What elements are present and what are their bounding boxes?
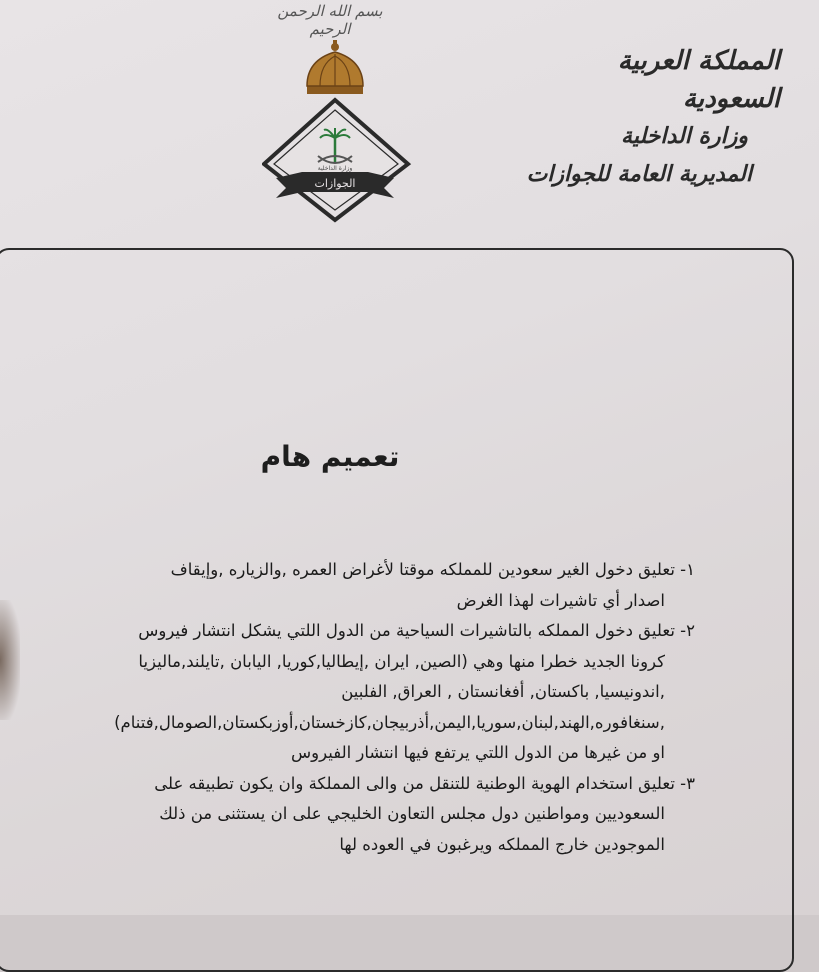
crown-icon <box>307 40 363 94</box>
kingdom-name: المملكة العربية السعودية <box>617 46 780 114</box>
bismillah-header: بسم الله الرحمن الرحيم <box>277 2 383 38</box>
emblem-banner-text: الجوازات <box>314 177 356 190</box>
circular-body <box>55 555 695 875</box>
body-line: السعوديين ومواطنين دول مجلس التعاون الخليجي على ان يستثنى من ذلك <box>159 804 665 823</box>
ministry-name: وزارة الداخلية <box>621 123 748 149</box>
body-line: ,سنغافوره,الهند,لبنان,سوريا,اليمن,أذربيجان,كازخستان,أوزبكستان,الصومال,فتنام) <box>114 712 665 732</box>
body-line: ٢- تعليق دخول المملكه بالتاشيرات السياحية من الدول اللتي يشكل انتشار فيروس <box>138 621 695 640</box>
circular-title: تعميم هام <box>260 440 400 473</box>
body-line: ١- تعليق دخول الغير سعودين للمملكه موقتا لأغراض العمره ,والزياره ,وإيقاف <box>170 560 695 579</box>
emblem-inner-text: وزارة الداخلية <box>317 165 353 172</box>
body-line: ٣- تعليق استخدام الهوية الوطنية للتنقل من والى المملكة وان يكون تطبيقه على <box>154 773 695 793</box>
body-line: الموجودين خارج المملكه ويرغبون في العوده لها <box>339 834 665 854</box>
body-line: كرونا الجديد خطرا منها وهي (الصين, ايران ,إيطاليا,كوريا, اليابان ,تايلند,ماليزيا <box>138 651 665 671</box>
passports-emblem-logo <box>262 38 412 228</box>
body-line: اصدار أي تاشيرات لهذا الغرض <box>456 590 665 610</box>
body-line: ,اندونيسيا, باكستان, أفغانستان , العراق, الفلبين <box>341 682 665 701</box>
body-line: او من غيرها من الدول اللتي يرتفع فيها انتشار الفيروس <box>291 743 665 762</box>
letterhead <box>525 42 780 187</box>
directorate-name: المديرية العامة للجوازات <box>526 161 752 187</box>
